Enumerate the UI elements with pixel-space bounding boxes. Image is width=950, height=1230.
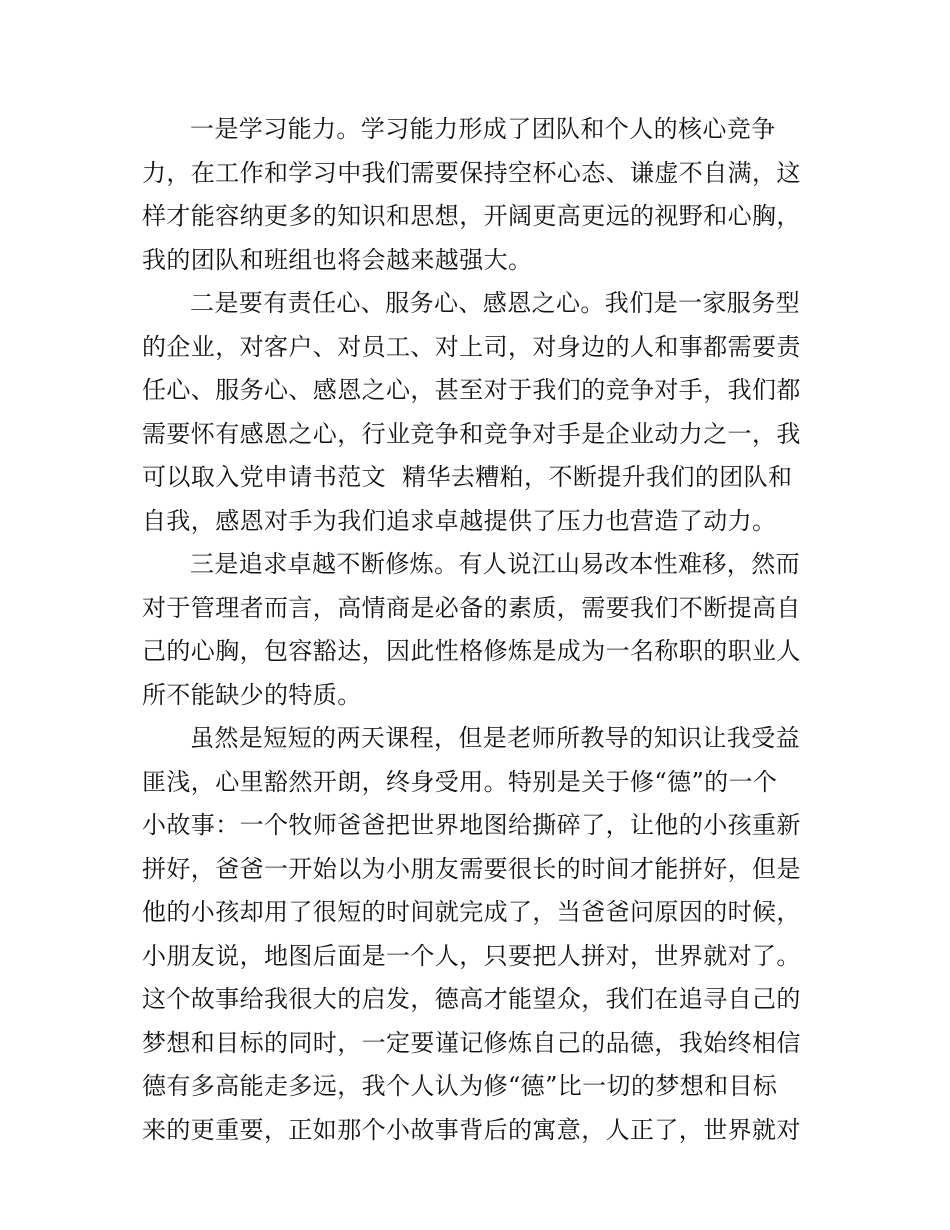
paragraph-line: 一是学习能力。学习能力形成了团队和个人的核心竞争 (190, 115, 776, 143)
paragraph-line: 我的团队和班组也将会越来越强大。 (142, 245, 533, 274)
paragraph-line: 力，在工作和学习中我们需要保持空杯心态、谦虚不自满，这 (142, 158, 801, 187)
paragraph-line: 小故事：一个牧师爸爸把世界地图给撕碎了，让他的小孩重新 (142, 811, 801, 839)
paragraph-line: 任心、服务心、感恩之心，甚至对于我们的竞争对手，我们都 (142, 376, 801, 404)
paragraph-line: 三是追求卓越不断修炼。有人说江山易改本性难移，然而 (190, 550, 800, 578)
paragraph-line: 匪浅，心里豁然开朗，终身受用。特别是关于修“德”的一个 (142, 767, 778, 796)
paragraph-line: 需要怀有感恩之心，行业竞争和竞争对手是企业动力之一，我 (142, 419, 801, 448)
document-body (142, 108, 822, 1152)
paragraph-line: 这个故事给我很大的启发，德高才能望众，我们在追寻自己的 (142, 985, 801, 1013)
paragraph-line: 二是要有责任心、服务心、感恩之心。我们是一家服务型 (190, 289, 800, 317)
paragraph-line: 己的心胸，包容豁达，因此性格修炼是成为一名称职的职业人 (142, 637, 801, 665)
paragraph-line: 他的小孩却用了很短的时间就完成了，当爸爸问原因的时候， (142, 898, 801, 926)
paragraph-line: 拼好，爸爸一开始以为小朋友需要很长的时间才能拼好，但是 (142, 854, 801, 883)
paragraph-line: 自我，感恩对手为我们追求卓越提供了压力也营造了动力。 (142, 506, 777, 535)
paragraph-line: 可以取入党申请书范文 精华去糟粕，不断提升我们的团队和 (142, 463, 793, 491)
paragraph-line: 的企业，对客户、对员工、对上司，对身边的人和事都需要责 (142, 332, 801, 361)
paragraph-line: 虽然是短短的两天课程，但是老师所教导的知识让我受益 (190, 724, 800, 752)
paragraph-line: 梦想和目标的同时，一定要谨记修炼自己的品德，我始终相信 (142, 1028, 801, 1057)
paragraph-line: 德有多高能走多远，我个人认为修“德”比一切的梦想和目标 (142, 1072, 778, 1100)
paragraph-line: 样才能容纳更多的知识和思想，开阔更高更远的视野和心胸， (142, 202, 801, 230)
paragraph-line: 来的更重要，正如那个小故事背后的寓意，人正了，世界就对 (142, 1115, 801, 1144)
paragraph-line: 所不能缺少的特质。 (142, 680, 362, 709)
paragraph-line: 小朋友说，地图后面是一个人，只要把人拼对，世界就对了。 (142, 941, 801, 970)
paragraph-line: 对于管理者而言，高情商是必备的素质，需要我们不断提高自 (142, 593, 801, 622)
